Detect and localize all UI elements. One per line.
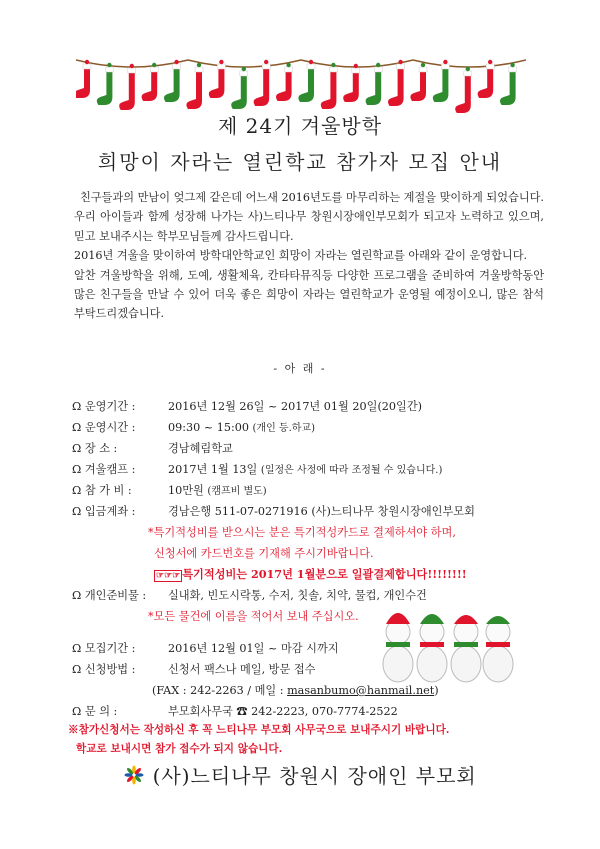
section-separator: - 아 래 - xyxy=(273,362,327,375)
detail-value: 10만원 xyxy=(168,484,204,497)
detail-label: Ω 문 의 : xyxy=(72,705,118,718)
detail-note: (캠프비 별도) xyxy=(207,486,267,497)
warning-text: 학교로 보내시면 참가 접수가 되지 않습니다. xyxy=(76,743,283,755)
account-note: 신청서에 카드번호를 기재해 주시기바랍니다. xyxy=(154,547,374,560)
detail-apply xyxy=(72,661,315,677)
detail-items xyxy=(72,587,427,603)
detail-label: Ω 운영시간 : xyxy=(72,421,136,434)
detail-label: Ω 겨울캠프 : xyxy=(72,463,136,476)
detail-label: Ω 모집기간 : xyxy=(72,642,136,655)
detail-place xyxy=(72,440,233,456)
items-note: *모든 물건에 이름을 적어서 보내 주십시오. xyxy=(148,610,359,623)
detail-value: 경남혜림학교 xyxy=(168,442,233,455)
org-name: (사)느티나무 창원시 장애인 부모회 xyxy=(152,764,477,788)
detail-value: 부모회사무국 ☎ 242-2223, 070-7774-2522 xyxy=(168,705,398,718)
detail-value: 2016년 12월 01일 ~ 마감 시까지 xyxy=(168,642,339,655)
detail-fee xyxy=(72,482,267,498)
detail-label: Ω 장 소 : xyxy=(72,442,118,455)
detail-label: Ω 입금계좌 : xyxy=(72,505,136,518)
detail-value: 09:30 ~ 15:00 xyxy=(168,421,249,434)
page-subtitle: 희망이 자라는 열린학교 참가자 모집 안내 xyxy=(97,150,503,174)
snowmen-illustration xyxy=(380,592,530,684)
detail-label: Ω 개인준비물 : xyxy=(72,589,147,602)
detail-camp xyxy=(72,461,442,477)
detail-account xyxy=(72,503,475,519)
detail-label: Ω 신청방법 : xyxy=(72,663,136,676)
detail-value: 경남은행 511-07-0271916 (사)느티나무 창원시장애인부모회 xyxy=(168,505,475,518)
fax-mail-line xyxy=(152,682,439,698)
account-note: *특기적성비를 받으시는 분은 특기적성카드로 결제하셔야 하며, xyxy=(148,526,456,539)
account-note-highlight xyxy=(154,566,467,582)
detail-value: 2016년 12월 26일 ~ 2017년 01월 20일(20일간) xyxy=(168,400,423,413)
pointer-icon: ☞☞☞ xyxy=(156,571,181,581)
intro-paragraph: 알찬 겨울방학을 위해, 도예, 생활체육, 칸타타뮤직등 다양한 프로그램을 준비하여 겨울방학동안 많은 친구들을 만날 수 있어 더욱 좋은 희망이 자라는 열린학교가 운영될 예정이오니, 많은 참석 부탁드리겠습니다. xyxy=(74,268,544,321)
org-logo-icon xyxy=(123,764,145,786)
detail-label: Ω 운영기간 : xyxy=(72,400,136,413)
detail-period xyxy=(72,398,422,414)
detail-time xyxy=(72,419,315,435)
email-link[interactable]: masanbumo@hanmail.net xyxy=(287,684,435,697)
detail-label: Ω 참 가 비 : xyxy=(72,484,132,497)
footer xyxy=(0,760,600,789)
detail-value: 2017년 1월 13일 xyxy=(168,463,258,476)
detail-note: (개인 등.하교) xyxy=(252,423,315,434)
detail-contact xyxy=(72,703,398,719)
detail-value: 신청서 팩스나 메일, 방문 접수 xyxy=(168,663,316,676)
page-title: 제 24기 겨울방학 xyxy=(217,114,383,138)
intro-paragraph: 친구들과의 만남이 엊그제 같은데 어느새 2016년도를 마무리하는 계절을 맞이하게 되었습니다. 우리 아이들과 함께 성장해 나가는 사)느티나무 창원시장애인부모회가 되고자 노력하고 있으며, 믿고 보내주시는 학부모님들께 감사드립니다. xyxy=(74,191,544,243)
intro-text xyxy=(74,188,544,324)
intro-paragraph: 2016년 겨울을 맞이하여 방학대안학교인 희망이 자라는 열린학교를 아래와 같이 운영합니다. xyxy=(74,249,528,263)
fax-close: ) xyxy=(434,684,439,697)
warning-text: ※참가신청서는 작성하신 후 꼭 느티나무 부모회 사무국으로 보내주시기 바랍니다. xyxy=(68,724,450,736)
fax-text: (FAX : 242-2263 / 메일 : xyxy=(152,684,284,697)
detail-note: (일정은 사정에 따라 조정될 수 있습니다.) xyxy=(260,465,443,476)
detail-recruit xyxy=(72,640,339,656)
account-note-text: 특기적성비는 2017년 1월분으로 일괄결제합니다!!!!!!!! xyxy=(182,567,467,581)
detail-value: 실내화, 빈도시락통, 수저, 칫솔, 치약, 물컵, 개인수건 xyxy=(168,589,427,602)
